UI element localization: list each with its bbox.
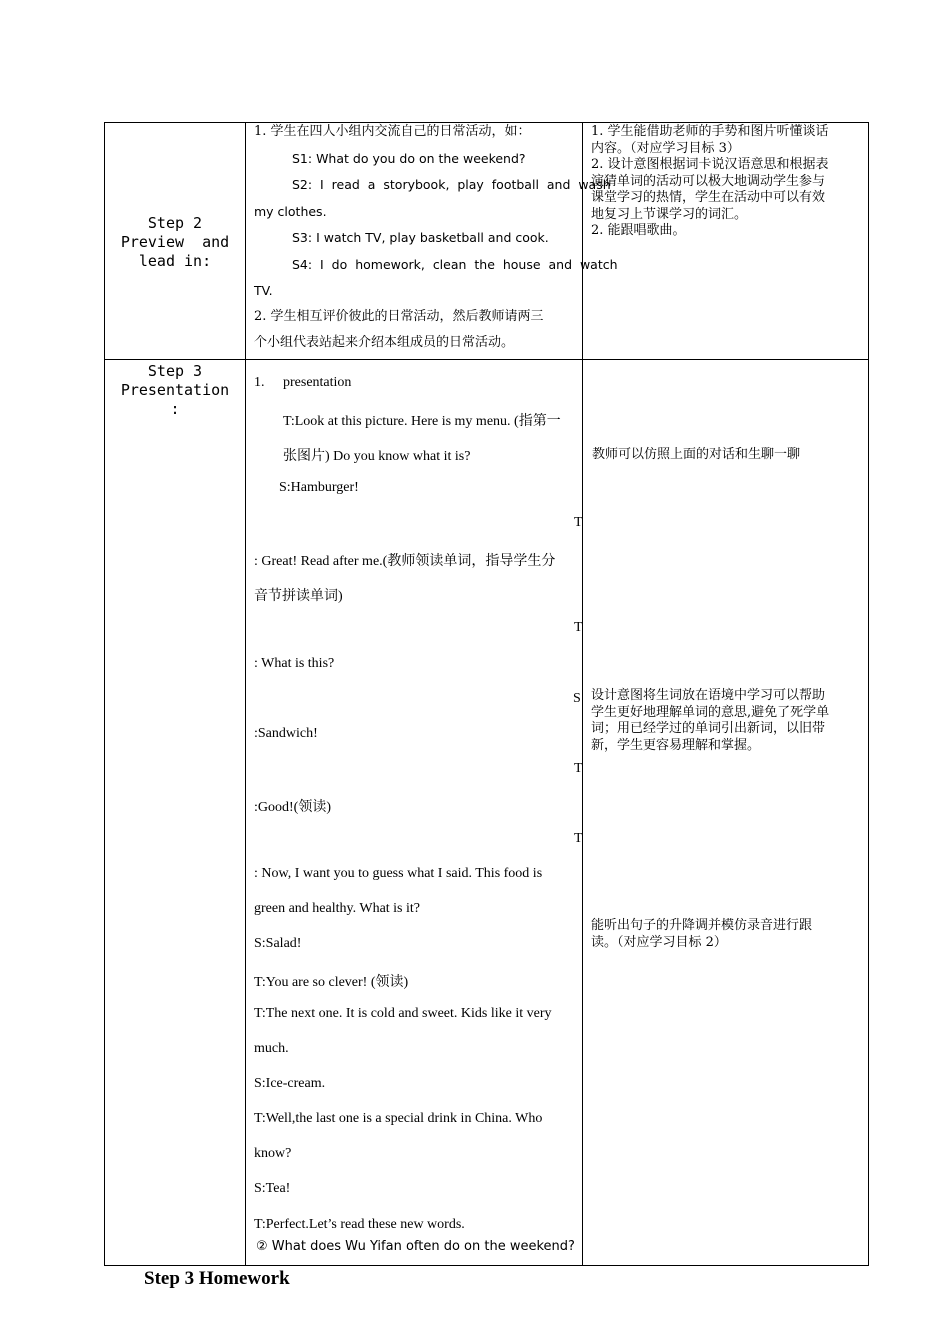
dialogue-line: much. [254,1041,289,1056]
step3-note-2-line: 学生更好地理解单词的意思,避免了死学单 [591,704,830,720]
table-border-left [104,122,105,1266]
step2-activity-line: S1: What do you do on the weekend? [292,151,526,166]
step3-note-3-line: 能听出句子的升降调并模仿录音进行跟 [591,918,813,933]
homework-heading: Step 3 Homework [144,1268,290,1289]
step2-activity-line: 2. 学生相互评价彼此的日常活动，然后教师请两三 [254,309,544,324]
step2-activity-line: S3: I watch TV, play basketball and cook. [292,230,549,245]
dialogue-line: 张图片) Do you know what it is? [283,449,471,464]
dialogue-line: 音节拼读单词) [254,589,343,604]
dialogue-line: S:Hamburger! [279,480,359,495]
step2-activity-line: 1. 学生在四人小组内交流自己的日常活动，如： [254,124,531,139]
table-border-col2 [582,122,583,1266]
table-border-right [868,122,869,1266]
step2-label-line2: Preview and [120,233,230,251]
step3-note-1: 教师可以仿照上面的对话和生聊一聊 [592,447,801,462]
step2-note-line: 1. 学生能借助老师的手势和图片听懂谈话 [591,124,829,139]
step2-label [105,214,245,271]
speaker-marker: T [574,761,583,776]
step3-label-line3: : [170,400,180,418]
dialogue-line: know? [254,1146,292,1161]
table-border-top [104,122,869,123]
step2-activity-line: 个小组代表站起来介绍本组成员的日常活动。 [254,335,515,350]
dialogue-line: S:Ice-cream. [254,1076,326,1091]
step3-note-2 [591,688,863,754]
speaker-marker: T [574,515,583,530]
step3-label-line1: Step 3 [147,362,203,380]
dialogue-line: T:The next one. It is cold and sweet. Kids like it very [254,1006,552,1021]
step2-activity-line: TV. [254,283,273,298]
step2-note-line: 2. 能跟唱歌曲。 [591,223,686,238]
step3-label [105,362,245,419]
dialogue-line: S:Tea! [254,1181,291,1196]
dialogue-line: T:Perfect.Let’s read these new words. [254,1217,465,1232]
speaker-marker: S [573,691,581,706]
dialogue-line: T:Well,the last one is a special drink in China. Who [254,1111,543,1126]
step2-note-line: 课堂学习的热情，学生在活动中可以有效 [591,190,826,205]
step2-note-line: 内容。（对应学习目标 3） [591,140,740,156]
dialogue-line: S:Salad! [254,936,302,951]
dialogue-line: green and healthy. What is it? [254,901,420,916]
step3-note-2-line: 设计意图将生词放在语境中学习可以帮助 [591,688,826,703]
table-border-col1 [245,122,246,1266]
dialogue-line: :Good!(领读) [254,800,331,815]
dialogue-line: : Now, I want you to guess what I said. This food is [254,866,543,881]
step3-label-line2: Presentation [120,381,230,399]
speaker-marker: T [574,620,583,635]
step3-note-2-line: 新，学生更容易理解和掌握。 [591,737,761,753]
speaker-marker: T [574,831,583,846]
item-number: 1. [254,375,265,390]
step2-label-line3: lead in: [138,252,212,270]
step3-note-2-line: 词；用已经学过的单词引出新词，以旧带 [591,721,826,736]
step2-activity-line: my clothes. [254,204,327,219]
dialogue-line: T:Look at this picture. Here is my menu. (指第一 [283,414,561,429]
dialogue-line: :Sandwich! [254,726,318,741]
step3-note-3 [591,918,863,951]
step2-notes [591,124,863,240]
step2-note-line: 地复习上节课学习的词汇。 [591,206,748,222]
question-line: ② What does Wu Yifan often do on the weekend? [256,1239,575,1254]
step2-activity-line: S2: I read a storybook, play football and wash [292,177,611,192]
table-border-bottom [104,1265,869,1266]
dialogue-line: : Great! Read after me.(教师领读单词，指导学生分 [254,554,556,569]
dialogue-line: : What is this? [254,656,335,671]
step2-label-line1: Step 2 [147,214,203,232]
step3-activities [254,360,583,1265]
step2-activity-line: S4: I do homework, clean the house and watch [292,257,618,272]
step2-note-line: 2. 设计意图根据词卡说汉语意思和根据表 [591,157,829,172]
dialogue-line: T:You are so clever! (领读) [254,975,409,990]
item-title: presentation [283,375,352,390]
step3-note-3-line: 读。（对应学习目标 2） [591,934,727,950]
step2-note-line: 演猜单词的活动可以极大地调动学生参与 [591,173,826,189]
